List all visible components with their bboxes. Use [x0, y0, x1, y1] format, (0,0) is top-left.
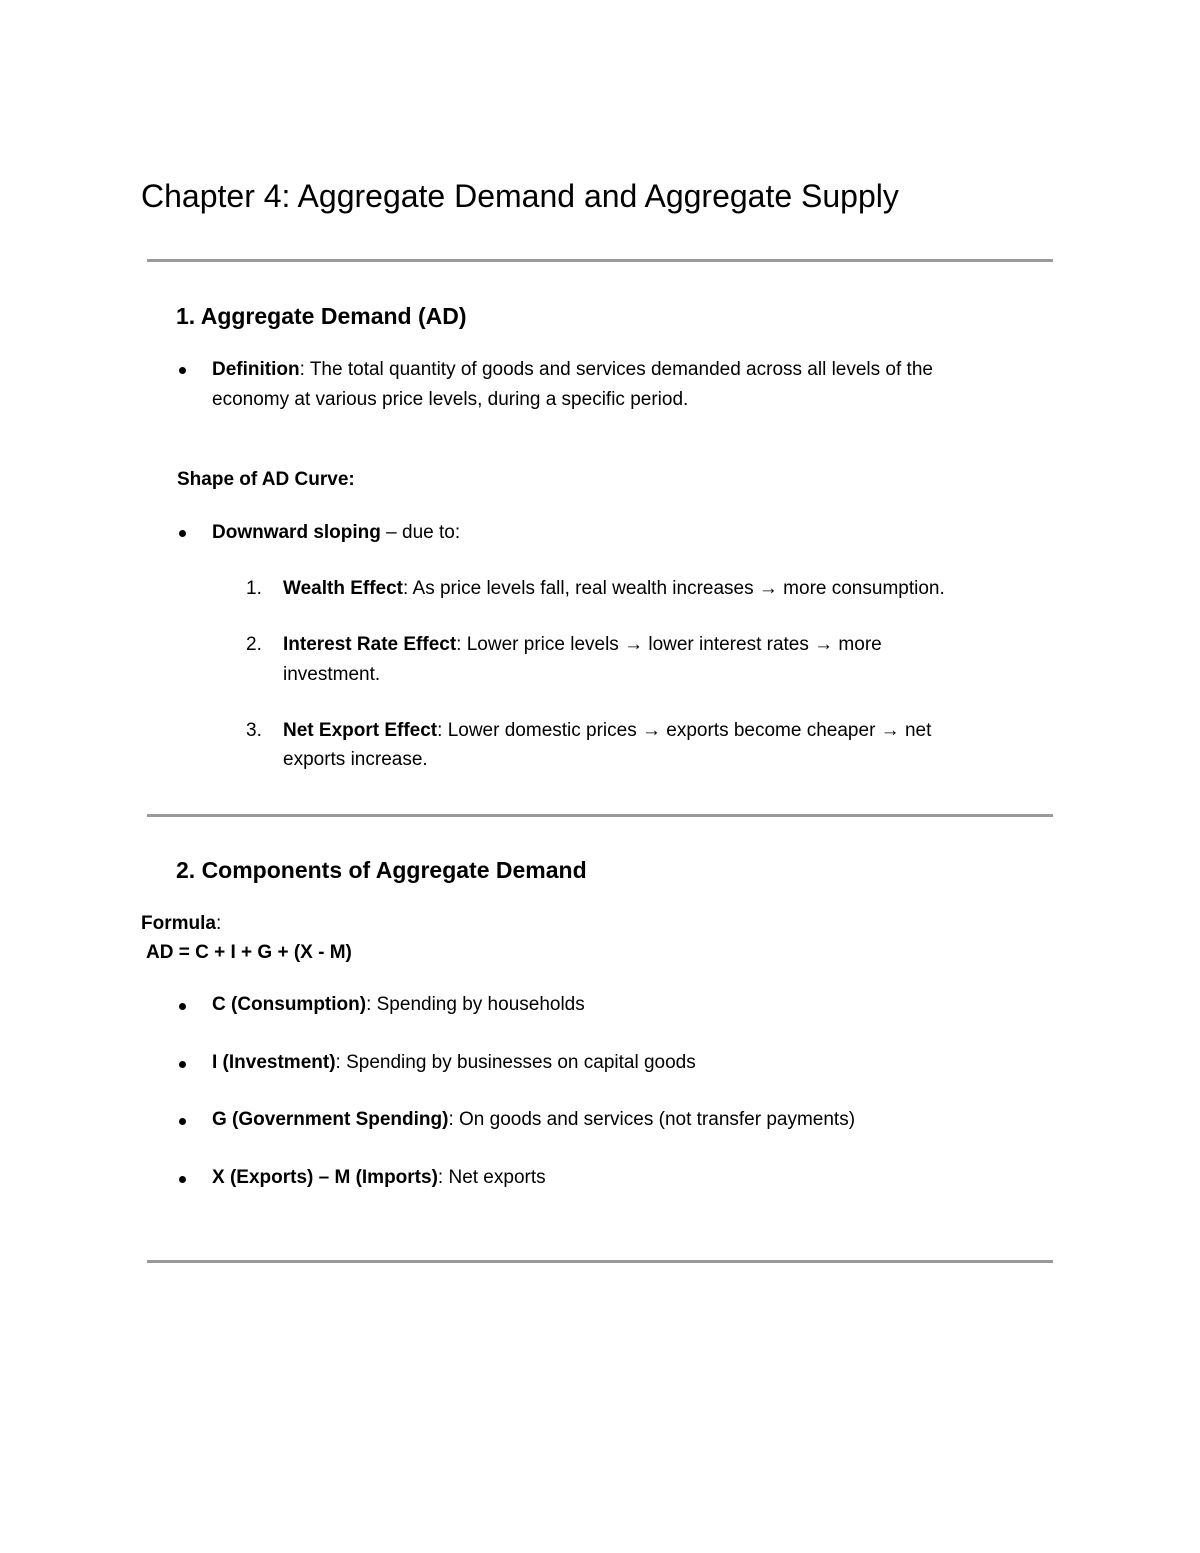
wealth-effect-item: Wealth Effect: As price levels fall, real wealth increases → more consumption. [283, 578, 945, 599]
definition-line-2: economy at various price levels, during a specific period. [212, 389, 689, 410]
divider [147, 814, 1053, 817]
section-heading-components: 2. Components of Aggregate Demand [176, 857, 587, 883]
formula: AD = C + I + G + (X - M) [146, 942, 352, 963]
bullet [179, 1176, 186, 1183]
interest-rate-effect-line-2: investment. [283, 664, 381, 685]
definition-term: Definition [212, 359, 300, 380]
divider [147, 259, 1053, 262]
bullet [179, 530, 186, 537]
list-number: 1. [246, 578, 262, 599]
net-export-effect-line-2: exports increase. [283, 749, 428, 770]
interest-rate-effect-item: Interest Rate Effect: Lower price levels → lower interest rates → more [283, 634, 882, 655]
component-government-spending: G (Government Spending): On goods and services (not transfer payments) [212, 1109, 856, 1130]
bullet [179, 1118, 186, 1125]
list-number: 3. [246, 720, 262, 741]
section-heading-aggregate-demand: 1. Aggregate Demand (AD) [176, 303, 467, 329]
component-investment: I (Investment): Spending by businesses on capital goods [212, 1052, 696, 1073]
shape-of-ad-curve-heading: Shape of AD Curve: [177, 469, 355, 490]
definition-line: Definition: The total quantity of goods and services demanded across all levels of the [212, 359, 933, 380]
divider [147, 1260, 1053, 1263]
component-consumption: C (Consumption): Spending by households [212, 994, 585, 1015]
component-net-exports: X (Exports) – M (Imports): Net exports [212, 1167, 546, 1188]
net-export-effect-item: Net Export Effect: Lower domestic prices → exports become cheaper → net [283, 720, 932, 741]
bullet [179, 1003, 186, 1010]
page-title: Chapter 4: Aggregate Demand and Aggregate Supply [141, 178, 899, 214]
bullet [179, 367, 186, 374]
list-number: 2. [246, 634, 262, 655]
bullet [179, 1061, 186, 1068]
formula-label: Formula: [141, 913, 222, 934]
downward-sloping-item: Downward sloping – due to: [212, 522, 461, 543]
